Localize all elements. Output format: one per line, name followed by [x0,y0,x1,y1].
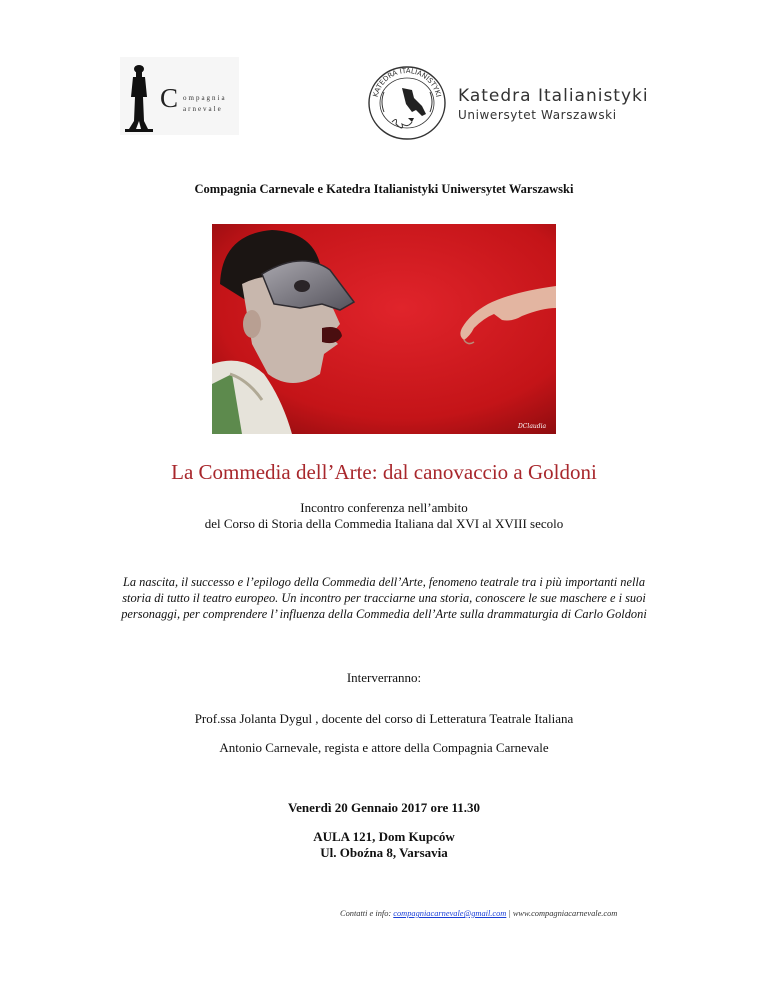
event-title: La Commedia dell’Arte: dal canovaccio a Goldoni [171,460,597,484]
katedra-subtitle: Uniwersytet Warszawski [458,108,617,122]
compagnia-carnevale-logo [115,57,239,135]
speaker-dygul: Prof.ssa Jolanta Dygul , docente del corso di Letteratura Teatrale Italiana [194,711,574,726]
katedra-title: Katedra Italianistyki [458,86,649,106]
description-line-1: La nascita, il successo e l’epilogo della Commedia dell’Arte, fenomeno teatrale tra i più importanti nella [122,575,646,589]
logo-letter: C [160,83,179,113]
svg-text:DClaudia: DClaudia [518,423,547,430]
footer-separator: | [506,909,513,918]
contact-email-link[interactable]: compagniacarnevale@gmail.com [393,909,507,918]
masked-figure-icon [115,63,163,135]
intro-line-2: del Corso di Storia della Commedia Italiana dal XVI al XVIII secolo [204,516,564,531]
event-room: AULA 121, Dom Kupców [313,829,455,844]
website-text: www.compagniacarnevale.com [512,909,618,918]
svg-text:KATEDRA ITALIANISTYKI: KATEDRA ITALIANISTYKI [371,66,443,98]
university-seal-icon [362,62,452,144]
commedia-photo [212,224,556,434]
speakers-heading: Interverranno: [346,670,422,685]
description-line-2: storia di tutto il teatro europeo. Un incontro per tracciarne una storia, conoscere le sue maschere e i suoi [122,591,646,605]
contact-footer [340,909,617,918]
intro-line-1: Incontro conferenza nell’ambito [300,500,468,515]
event-date: Venerdì 20 Gennaio 2017 ore 11.30 [287,800,481,815]
description-line-3: personaggi, per comprendere l’ influenza della Commedia dell’Arte sulla drammaturgia di Carlo Goldoni [121,607,647,621]
organizers-line: Compagnia Carnevale e Katedra Italianistyki Uniwersytet Warszawski [194,182,574,196]
footer-label: Contatti e info: [340,909,394,918]
logo-word-compagnia: ompagnia [183,94,227,102]
event-description [60,574,708,622]
speaker-carnevale: Antonio Carnevale, regista e attore della Compagnia Carnevale [219,740,549,755]
event-address: Ul. Oboźna 8, Varsavia [320,845,448,860]
logo-word-carnevale: arnevale [183,105,223,113]
